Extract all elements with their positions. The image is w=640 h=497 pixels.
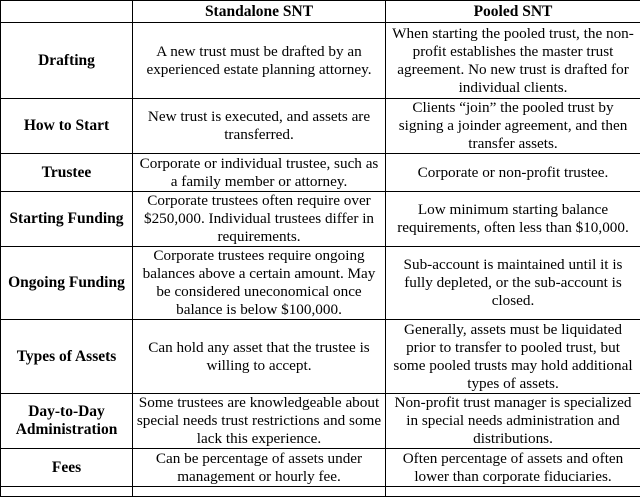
row-label: Fees — [1, 449, 133, 487]
empty-cell — [386, 487, 640, 497]
pooled-cell: Clients “join” the pooled trust by signing a joinder agreement, and then transfer assets. — [386, 99, 640, 154]
table-row — [1, 99, 640, 154]
row-label: Day-to-Day Administration — [1, 394, 133, 449]
standalone-cell: Can hold any asset that the trustee is willing to accept. — [133, 320, 386, 394]
table-row — [1, 320, 640, 394]
header-row — [1, 1, 640, 23]
empty-cell — [133, 487, 386, 497]
pooled-cell: Corporate or non-profit trustee. — [386, 154, 640, 192]
row-label: Drafting — [1, 23, 133, 99]
row-label: Types of Assets — [1, 320, 133, 394]
row-label: Ongoing Funding — [1, 247, 133, 320]
standalone-cell: Corporate trustees require ongoing balances above a certain amount. May be considered uneconomical once balance is below $100,000. — [133, 247, 386, 320]
table-row — [1, 394, 640, 449]
standalone-cell: Can be percentage of assets under management or hourly fee. — [133, 449, 386, 487]
pooled-cell: Often percentage of assets and often lower than corporate fiduciaries. — [386, 449, 640, 487]
pooled-cell: Non-profit trust manager is specialized in special needs administration and distributions. — [386, 394, 640, 449]
row-label: How to Start — [1, 99, 133, 154]
header-pooled: Pooled SNT — [386, 1, 640, 23]
pooled-cell: Generally, assets must be liquidated prior to transfer to pooled trust, but some pooled trusts may hold additional types of assets. — [386, 320, 640, 394]
table-row — [1, 192, 640, 247]
standalone-cell: Some trustees are knowledgeable about special needs trust restrictions and some lack this experience. — [133, 394, 386, 449]
pooled-cell: Sub-account is maintained until it is fully depleted, or the sub-account is closed. — [386, 247, 640, 320]
header-standalone: Standalone SNT — [133, 1, 386, 23]
header-corner — [1, 1, 133, 23]
table-row-partial — [1, 487, 640, 497]
row-label: Starting Funding — [1, 192, 133, 247]
pooled-cell: When starting the pooled trust, the non-profit establishes the master trust agreement. No new trust is drafted for individual clients. — [386, 23, 640, 99]
standalone-cell: New trust is executed, and assets are transferred. — [133, 99, 386, 154]
standalone-cell: A new trust must be drafted by an experienced estate planning attorney. — [133, 23, 386, 99]
row-label: Trustee — [1, 154, 133, 192]
table-row — [1, 23, 640, 99]
standalone-cell: Corporate or individual trustee, such as a family member or attorney. — [133, 154, 386, 192]
standalone-cell: Corporate trustees often require over $250,000. Individual trustees differ in requirements. — [133, 192, 386, 247]
empty-cell — [1, 487, 133, 497]
table-row — [1, 154, 640, 192]
pooled-cell: Low minimum starting balance requirements, often less than $10,000. — [386, 192, 640, 247]
table-row — [1, 449, 640, 487]
table-row — [1, 247, 640, 320]
